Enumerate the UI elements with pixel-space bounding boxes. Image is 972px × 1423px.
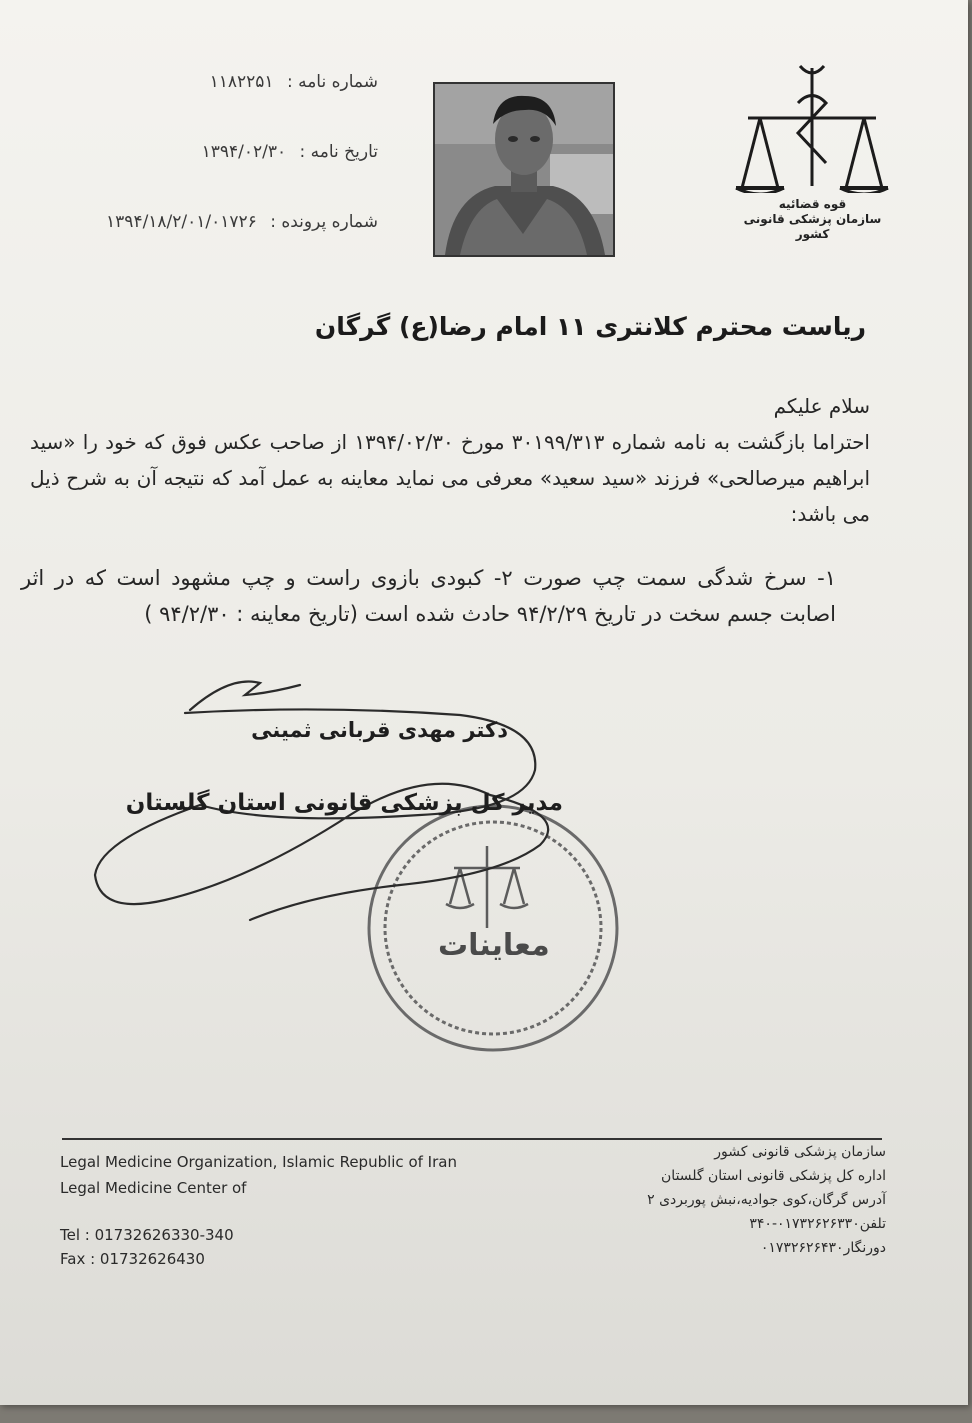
person-photo-icon: [435, 84, 613, 255]
footer-tel: Tel : 01732626330-340: [60, 1226, 234, 1244]
letter-number-line: [210, 72, 378, 92]
letter-date-label: تاریخ نامه :: [299, 142, 378, 162]
file-number-line: [106, 212, 378, 232]
signatory-title: مدیر کل پزشکی قانونی استان گلستان: [125, 790, 563, 816]
footer-org-en: Legal Medicine Organization, Islamic Republic of Iran: [60, 1153, 457, 1171]
body-paragraph: احتراما بازگشت به نامه شماره ۳۰۱۹۹/۳۱۳ مورخ ۱۳۹۴/۰۲/۳۰ از صاحب عکس فوق که خود را «سید ابراهیم میرصالحی» فرزند «سید سعید» معرفی می نماید معاینه به عمل آمد که نتیجه آن به شرح ذیل می باشد:: [30, 430, 870, 526]
signatory-name: دکتر مهدی قربانی ثمینی: [251, 718, 508, 742]
judiciary-emblem: [730, 58, 895, 241]
applicant-photo: [433, 82, 615, 257]
file-number-value: ۱۳۹۴/۱۸/۲/۰۱/۰۱۷۲۶: [106, 212, 257, 232]
letter-date-line: [202, 142, 378, 162]
footer-phone-fa: تلفن۰۱۷۳۲۶۲۶۳۳۰-۳۴۰: [749, 1216, 886, 1232]
greeting: سلام علیکم: [773, 394, 870, 418]
emblem-line-2: سازمان پزشکی قانونی کشور: [743, 212, 882, 241]
letter-number-label: شماره نامه :: [286, 72, 378, 92]
file-number-label: شماره پرونده :: [270, 212, 378, 232]
footer-center-en: Legal Medicine Center of: [60, 1179, 247, 1197]
emblem-line-1: قوه قضائیه: [778, 197, 847, 211]
scales-of-justice-icon: [730, 58, 895, 193]
footer-org-fa: سازمان پزشکی قانونی کشور: [714, 1144, 886, 1160]
footer-fax-fa: دورنگار۰۱۷۳۲۶۲۶۴۳۰: [760, 1240, 886, 1256]
stamp-text: معاینات: [438, 928, 550, 963]
letter-number-value: ۱۱۸۲۲۵۱: [209, 72, 274, 92]
examination-findings: ۱- سرخ شدگی سمت چپ صورت ۲- کبودی بازوی راست و چپ مشهود است که در اثر اصابت جسم سخت در تاریخ ۹۴/۲/۲۹ حادث شده است (تاریخ معاینه : ۹۴/۲/۳۰ ): [21, 566, 836, 626]
footer-address-fa: آدرس گرگان،کوی جوادیه،نبش پوربردی ۲: [647, 1192, 886, 1208]
footer-fax: Fax : 01732626430: [60, 1250, 205, 1268]
recipient-heading: ریاست محترم کلانتری ۱۱ امام رضا(ع) گرگان: [314, 312, 866, 341]
footer-center-fa: اداره کل پزشکی قانونی استان گلستان: [661, 1168, 886, 1184]
letter-date-value: ۱۳۹۴/۰۲/۳۰: [201, 142, 287, 162]
footer-divider: [62, 1138, 882, 1140]
letter-body: [30, 388, 870, 532]
